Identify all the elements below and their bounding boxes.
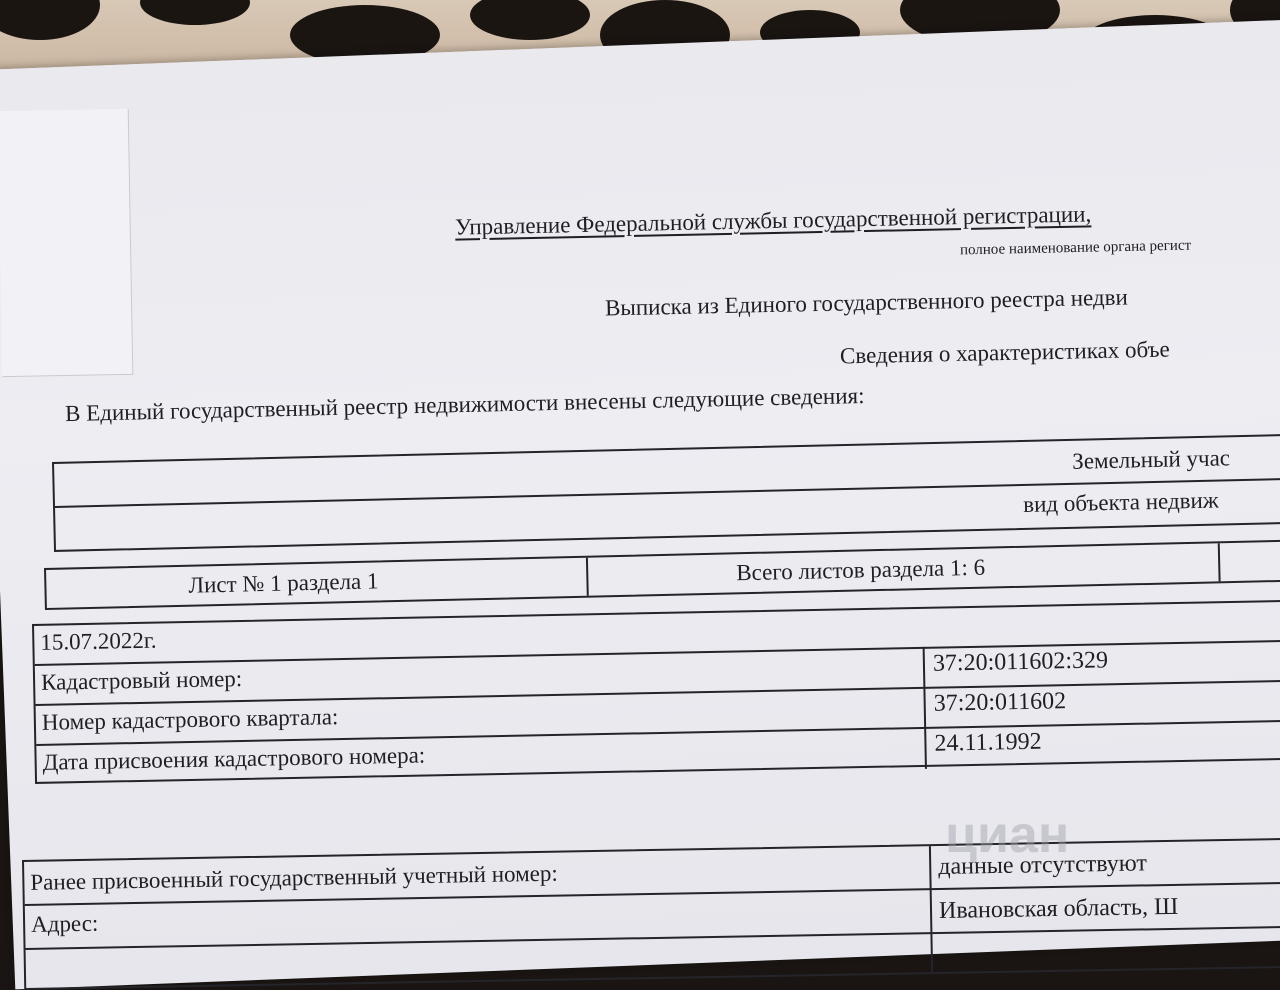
table-row-value: данные отсутствуют (938, 850, 1148, 881)
object-type-value: Земельный учас (1071, 445, 1231, 474)
table-row-label: Дата присвоения кадастрового номера: (42, 742, 426, 775)
table-row-label: Кадастровый номер: (40, 665, 243, 695)
cadastral-table (32, 599, 1280, 784)
sheet-total: Всего листов раздела 1: 6 (736, 554, 986, 586)
org-name-caption: полное наименование органа регист (959, 237, 1192, 259)
cian-watermark: циан (945, 806, 1070, 864)
object-type-caption: вид объекта недвиж (1022, 487, 1219, 517)
registration-table (22, 837, 1280, 990)
extract-date: 15.07.2022г. (40, 627, 157, 655)
intro-text: В Единый государственный реестр недвижимости внесены следующие сведения: (64, 382, 865, 427)
section-title: Сведения о характеристиках объе (839, 336, 1170, 369)
org-name-line: Управление Федеральной службы государственной регистрации, (454, 201, 1092, 240)
paper-fold-flap (0, 109, 133, 377)
table-row-value: Ивановская область, Ш (938, 893, 1179, 925)
sheet-number: Лист № 1 раздела 1 (188, 568, 379, 598)
table-row-value: 37:20:011602 (933, 688, 1067, 717)
table-row-label: Ранее присвоенный государственный учетный номер: (30, 860, 558, 895)
table-row-label: Адрес: (30, 910, 99, 937)
table-row-value: 37:20:011602:329 (932, 647, 1109, 677)
table-row-label: Номер кадастрового квартала: (41, 704, 339, 735)
table-row-value: 24.11.1992 (934, 728, 1042, 757)
extract-title: Выписка из Единого государственного реестра недви (604, 284, 1129, 321)
